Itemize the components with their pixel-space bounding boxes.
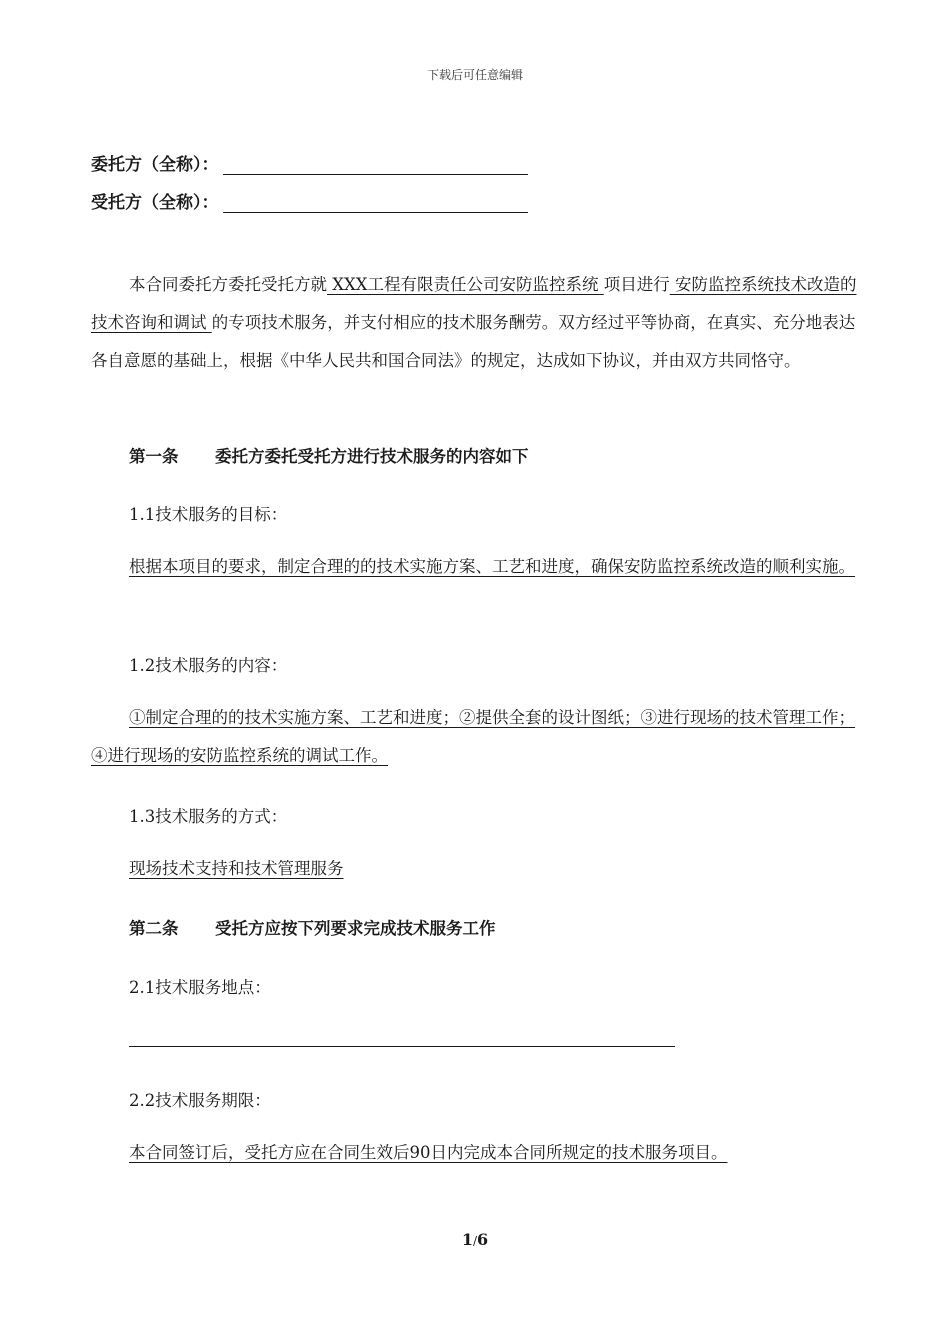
intro-text-3: 的专项技术服务，并支付相应的技术服务酬劳。双方经过平等协商，在真实、充分地表达各自意愿的基础上，根据《中华人民共和国合同法》的规定，达成如下协议，并由双方共同恪守。 — [91, 313, 856, 370]
contractor-name-blank — [223, 192, 528, 213]
section-2-1-label: 2.1技术服务地点： — [129, 978, 271, 997]
service-location-blank — [129, 1046, 675, 1047]
page-number — [0, 1230, 950, 1249]
header-note: 下载后可任意编辑 — [426, 68, 523, 82]
article2-number: 第二条 — [129, 919, 179, 938]
article1-number: 第一条 — [129, 447, 179, 466]
article2-heading — [129, 915, 496, 939]
section-1-2-label: 1.2技术服务的内容： — [129, 656, 288, 675]
page-separator: / — [472, 1234, 478, 1248]
section-2-2-text: 本合同签订后，受托方应在合同生效后90日内完成本合同所规定的技术服务项目。 — [129, 1143, 728, 1162]
article1-heading — [129, 443, 529, 467]
project-name: XXX工程有限责任公司安防监控系统 — [327, 275, 604, 294]
intro-text-1: 本合同委托方委托受托方就 — [129, 275, 327, 294]
section-1-3-label: 1.3技术服务的方式： — [129, 807, 288, 826]
section-1-3-text: 现场技术支持和技术管理服务 — [129, 859, 344, 878]
article1-title: 委托方委托受托方进行技术服务的内容如下 — [215, 447, 529, 466]
client-name-blank — [223, 154, 528, 175]
contractor-label: 受托方（全称）： — [91, 193, 219, 213]
section-1-1-text: 根据本项目的要求，制定合理的的技术实施方案、工艺和进度，确保安防监控系统改造的顺利实施。 — [129, 557, 855, 576]
section-1-2-text: ①制定合理的的技术实施方案、工艺和进度；②提供全套的设计图纸；③进行现场的技术管理工作；④进行现场的安防监控系统的调试工作。 — [91, 708, 855, 765]
page-current: 1 — [461, 1230, 473, 1249]
page-total: 6 — [477, 1230, 489, 1249]
intro-paragraph — [91, 266, 866, 380]
service-name: 安防监控系统技术改造的技术咨询和调试 — [91, 275, 857, 332]
article2-title: 受托方应按下列要求完成技术服务工作 — [215, 919, 496, 938]
client-party-line — [91, 150, 528, 175]
section-1-1-label: 1.1技术服务的目标： — [129, 505, 288, 524]
section-2-2-label: 2.2技术服务期限： — [129, 1091, 271, 1110]
intro-text-2: 项目进行 — [603, 275, 670, 294]
contractor-party-line — [91, 188, 528, 213]
client-label: 委托方（全称）： — [91, 155, 219, 175]
